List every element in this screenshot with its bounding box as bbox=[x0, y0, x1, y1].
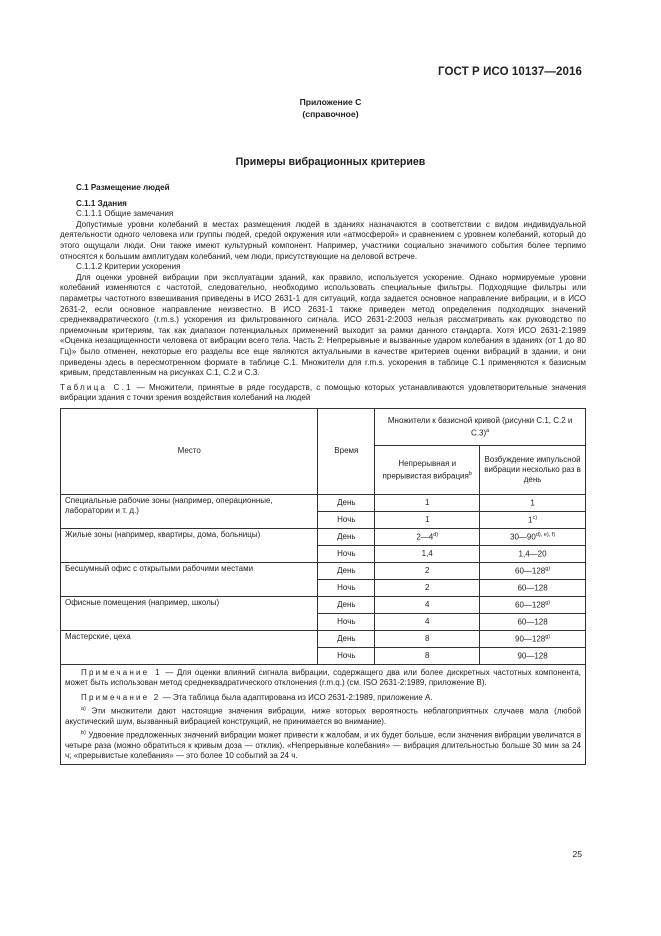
section-heading-c112: С.1.1.2 Критерии ускорения bbox=[76, 262, 181, 272]
continuous-cell: 2 bbox=[375, 579, 480, 596]
continuous-cell: 8 bbox=[375, 647, 480, 664]
table-row bbox=[61, 562, 586, 579]
place-cell: Жилые зоны (например, квартиры, дома, больницы) bbox=[61, 528, 318, 562]
impulse-cell: 60—128$^{g)}$ bbox=[480, 596, 586, 613]
header-multipliers: Множители к базисной кривой (рисунки С.1, С.2 и С.3)$^a$ bbox=[375, 408, 586, 445]
header-place: Место bbox=[61, 408, 318, 494]
table-notes bbox=[60, 665, 586, 765]
time-cell: Ночь bbox=[318, 511, 375, 528]
place-cell: Бесшумный офис с открытыми рабочими местами bbox=[61, 562, 318, 596]
document-code: ГОСТ Р ИСО 10137—2016 bbox=[437, 66, 582, 78]
section-heading-c111: С.1.1.1 Общие замечания bbox=[76, 209, 174, 219]
time-cell: Ночь bbox=[318, 647, 375, 664]
table-caption-text: — Множители, принятые в ряде государств, с помощью которых устанавливаются удовлетворительные значения вибрации здания с точки зрения воздействия колебаний на людей bbox=[60, 382, 586, 403]
place-cell: Мастерские, цеха bbox=[61, 630, 318, 664]
time-cell: День bbox=[318, 596, 375, 613]
header-continuous: Непрерывная и прерывистая вибрация$^b$ bbox=[375, 445, 480, 494]
impulse-cell: 1 bbox=[480, 494, 586, 511]
vibration-criteria-table bbox=[60, 408, 586, 665]
continuous-cell: 2—4$^{d)}$ bbox=[375, 528, 480, 545]
time-cell: День bbox=[318, 630, 375, 647]
paragraph-general: Допустимые уровни колебаний в местах размещения людей в зданиях назначаются в соответствии с видом индивидуальной деятельности одного человека или группы людей, средой окружения или «атмосферой» и сравнением с уровнем колебаний, который до этого ощущали люди. Они также имеют культурный компонент. Например, участники социально значимого события более терпимо относятся к большим амплитудам колебаний, чем люди, присутствующие на деловой встрече. bbox=[60, 219, 586, 261]
impulse-cell: 60—128 bbox=[480, 579, 586, 596]
continuous-cell: 4 bbox=[375, 596, 480, 613]
continuous-cell: 1 bbox=[375, 494, 480, 511]
annex-title: Приложение С bbox=[299, 97, 362, 107]
time-cell: Ночь bbox=[318, 579, 375, 596]
table-row bbox=[61, 630, 586, 647]
table-caption-label: Таблица С.1 bbox=[60, 382, 133, 392]
annex-subtitle: (справочное) bbox=[302, 109, 359, 119]
annex-heading bbox=[0, 96, 661, 120]
continuous-cell: 2 bbox=[375, 562, 480, 579]
paragraph-acceleration: Для оценки уровней вибрации при эксплуатации зданий, как правило, используется ускорение. Однако нормируемые уровни колебаний изменяются с частотой, следовательно, необходимо использовать специальные фильтры. Подходящие фильтры или параметры частотного взвешивания приведены в ИСО 2631-1 для ситуаций, когда задается основное направление вибрации, и в ИСО 2631-2, если основное направление неизвестно. В ИСО 2631-1 также приведен метод определения подходящих значений среднеквадратического (r.m.s.) ускорения из фильтрованного сигнала. ИСО 2631-2:2003 нельзя рассматривать как руководство по приемочным критериям, так как диапазон потенциальных применений выходит за рамки данного стандарта. Хотя ИСО 2631-2:1989 «Оценка незащищенности человека от вибрации всего тела. Часть 2: Непрерывные и вызванные ударом колебания в зданиях (от 1 до 80 Гц)» было отменен, некоторые его разделы все еще являются актуальными в качестве критериев оценки вибраций в здании, и они приведены здесь в пересмотренном формате в таблице С.1. Множители для r.m.s. ускорения в таблице С.1 применяются к базисным кривым, представленным на рисунках С.1, С.2 и С.3. bbox=[60, 272, 586, 378]
document-body bbox=[60, 183, 586, 765]
table-note-1: Примечание 1 — Для оценки влияний сигнала вибрации, содержащего два или более дискретных частотных компонента, может быть использован метод среднеквадратического отклонения (r.m.q.) (см. ISO 2631-2:1989, приложение В). bbox=[65, 667, 581, 688]
impulse-cell: 90—128$^{g)}$ bbox=[480, 630, 586, 647]
impulse-cell: 60—128$^{g)}$ bbox=[480, 562, 586, 579]
time-cell: День bbox=[318, 562, 375, 579]
table-note-2: Примечание 2 — Эта таблица была адаптирована из ИСО 2631-2:1989, приложение А. bbox=[81, 693, 433, 703]
page-title: Примеры вибрационных критериев bbox=[235, 156, 426, 168]
time-cell: Ночь bbox=[318, 545, 375, 562]
place-cell: Офисные помещения (например, школы) bbox=[61, 596, 318, 630]
impulse-cell: $30—90^{d), e), f)}$ bbox=[480, 528, 586, 545]
time-cell: Ночь bbox=[318, 613, 375, 630]
continuous-cell: 4 bbox=[375, 613, 480, 630]
table-caption bbox=[60, 383, 586, 404]
header-time: Время bbox=[318, 408, 375, 494]
table-row bbox=[61, 494, 586, 511]
continuous-cell: 1 bbox=[375, 511, 480, 528]
impulse-cell: 90—128 bbox=[480, 647, 586, 664]
time-cell: День bbox=[318, 494, 375, 511]
section-heading-c1: С.1 Размещение людей bbox=[76, 183, 170, 192]
impulse-cell: 1$^{c)}$ bbox=[480, 511, 586, 528]
footnote-a: $^{a)}$ Эти множители дают настоящие значения вибрации, ниже которых вероятность неблагоприятных случаев мала (любой акустический шум, вызванный вибрацией конструкций, не принимается во внимание). bbox=[65, 705, 581, 726]
time-cell: День bbox=[318, 528, 375, 545]
table-row bbox=[61, 528, 586, 545]
place-cell: Специальные рабочие зоны (например, операционные, лаборатории и т. д.) bbox=[61, 494, 318, 528]
section-heading-c11: С.1.1 Здания bbox=[76, 198, 127, 208]
table-row bbox=[61, 596, 586, 613]
footnote-b: $^{b)}$ Удвоение предложенных значений вибрации может привести к жалобам, и их будет больше, если значения вибрации увеличатся в четыре раза (можно обратиться к кривым доза — отклик). «Непрерывные колебания» — вибрация длительностью больше 30 мин за 24 ч; «прерывистые колебания» — это более 10 событий за 24 ч. bbox=[65, 729, 581, 761]
impulse-cell: 60—128 bbox=[480, 613, 586, 630]
header-impulse: Возбуждение импульсной вибрации несколько раз в день bbox=[480, 445, 586, 494]
impulse-cell: 1,4—20 bbox=[480, 545, 586, 562]
continuous-cell: 8 bbox=[375, 630, 480, 647]
continuous-cell: 1,4 bbox=[375, 545, 480, 562]
page-number: 25 bbox=[572, 849, 582, 859]
